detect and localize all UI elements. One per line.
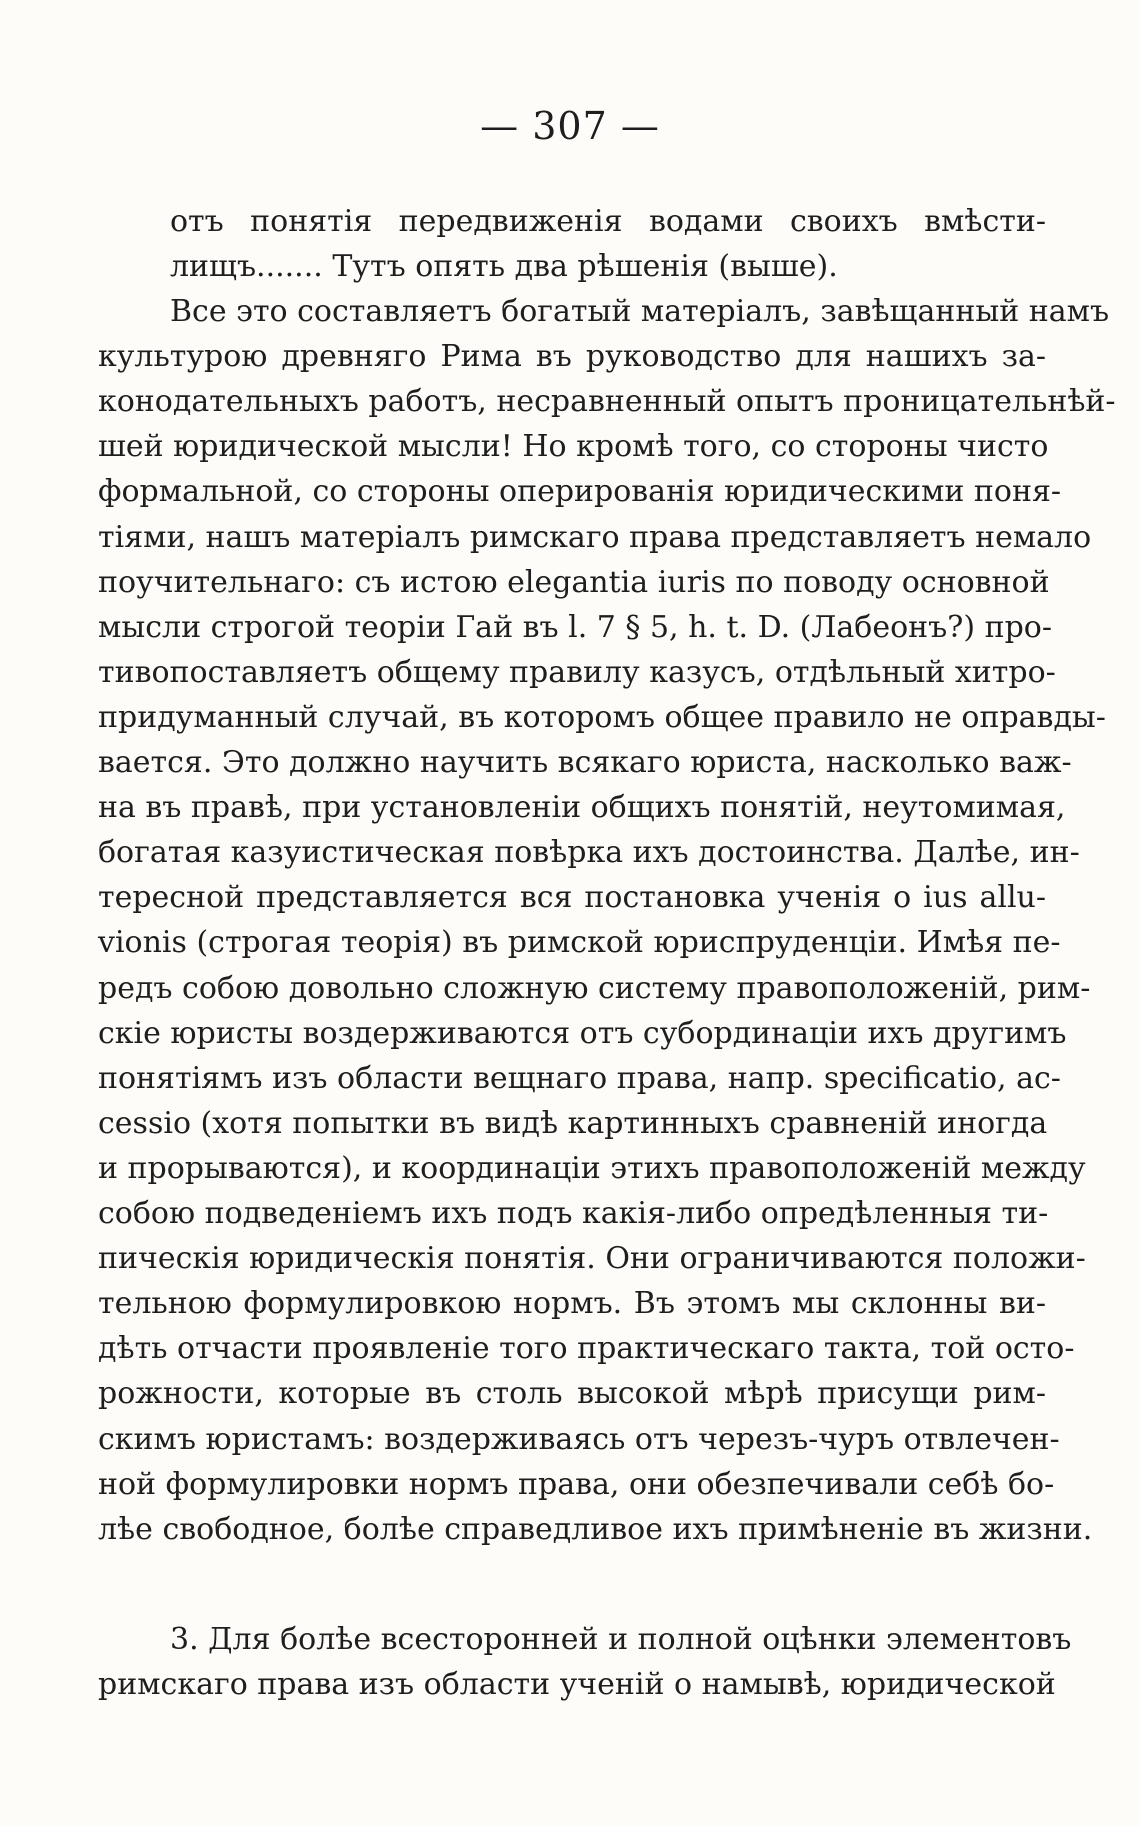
paragraph-main-line: и прорываются), и координаціи этихъ правоположеній между	[98, 1151, 1086, 1186]
paragraph-main-line: тельною формулировкою нормъ. Въ этомъ мы склонны ви-	[98, 1286, 1046, 1321]
paragraph-main-line: ной формулировки нормъ права, они обезпечивали себѣ бо-	[98, 1467, 1055, 1502]
paragraph-main-line: Все это составляетъ богатый матеріалъ, завѣщанный намъ	[170, 294, 1110, 329]
paragraph-main-line: vionis (строгая теорія) въ римской юриспруденціи. Имѣя пе-	[98, 925, 1061, 960]
paragraph-main-line: конодательныхъ работъ, несравненный опытъ проницательнѣй-	[98, 384, 1116, 419]
paragraph-main-line: формальной, со стороны оперированія юридическими поня-	[98, 474, 1062, 509]
paragraph-main-line: рожности, которые въ столь высокой мѣрѣ присущи рим-	[98, 1376, 1046, 1411]
paragraph-3-line: 3. Для болѣе всесторонней и полной оцѣнки элементовъ	[170, 1622, 1072, 1657]
paragraph-main-line: богатая казуистическая повѣрка ихъ достоинства. Далѣе, ин-	[98, 835, 1080, 870]
paragraph-main-line: собою подведеніемъ ихъ подъ какія-либо опредѣленныя ти-	[98, 1196, 1049, 1231]
paragraph-main-line: редъ собою довольно сложную систему правоположеній, рим-	[98, 971, 1091, 1006]
paragraph-main-line: мысли строгой теоріи Гай въ l. 7 § 5, h. t. D. (Лабеонъ?) про-	[98, 610, 1052, 645]
paragraph-main-line: cessio (хотя попытки въ видѣ картинныхъ сравненій иногда	[98, 1106, 1048, 1141]
paragraph-main-line: вается. Это должно научить всякаго юриста, насколько важ-	[98, 745, 1072, 780]
continuation-line: лищъ....... Тутъ опять два рѣшенія (выше).	[170, 249, 838, 284]
paragraph-main-line: дѣть отчасти проявленіе того практическаго такта, той осто-	[98, 1331, 1075, 1366]
paragraph-main-line: тіями, нашъ матеріалъ римскаго права представляетъ немало	[98, 520, 1092, 555]
paragraph-main-line: лѣе свободное, болѣе справедливое ихъ примѣненіе въ жизни.	[98, 1512, 1093, 1547]
paragraph-main-line: скіе юристы воздерживаются отъ субординаціи ихъ другимъ	[98, 1016, 1067, 1051]
page-number: — 307 —	[480, 104, 660, 148]
paragraph-main-line: шей юридической мысли! Но кромѣ того, со стороны чисто	[98, 429, 1049, 464]
paragraph-3-line: римскаго права изъ области ученій о намывѣ, юридической	[98, 1667, 1056, 1702]
paragraph-main-line: скимъ юристамъ: воздерживаясь отъ черезъ-чуръ отвлечен-	[98, 1422, 1060, 1457]
paragraph-main-line: поучительнаго: съ истою elegantia iuris по поводу основной	[98, 565, 1050, 600]
paragraph-main-line: понятіямъ изъ области вещнаго права, напр. specificatio, ac-	[98, 1061, 1061, 1096]
paragraph-main-line: пическія юридическія понятія. Они ограничиваются положи-	[98, 1241, 1086, 1276]
paragraph-main-line: тересной представляется вся постановка ученія о ius allu-	[98, 880, 1046, 915]
continuation-line: отъ понятія передвиженія водами своихъ вмѣсти-	[170, 204, 1046, 239]
paragraph-main-line: на въ правѣ, при установленіи общихъ понятій, неутомимая,	[98, 790, 1066, 825]
paragraph-main-line: культурою древняго Рима въ руководство для нашихъ за-	[98, 339, 1046, 374]
paragraph-main-line: тивопоставляетъ общему правилу казусъ, отдѣльный хитро-	[98, 655, 1056, 690]
paragraph-main-line: придуманный случай, въ которомъ общее правило не оправды-	[98, 700, 1106, 735]
